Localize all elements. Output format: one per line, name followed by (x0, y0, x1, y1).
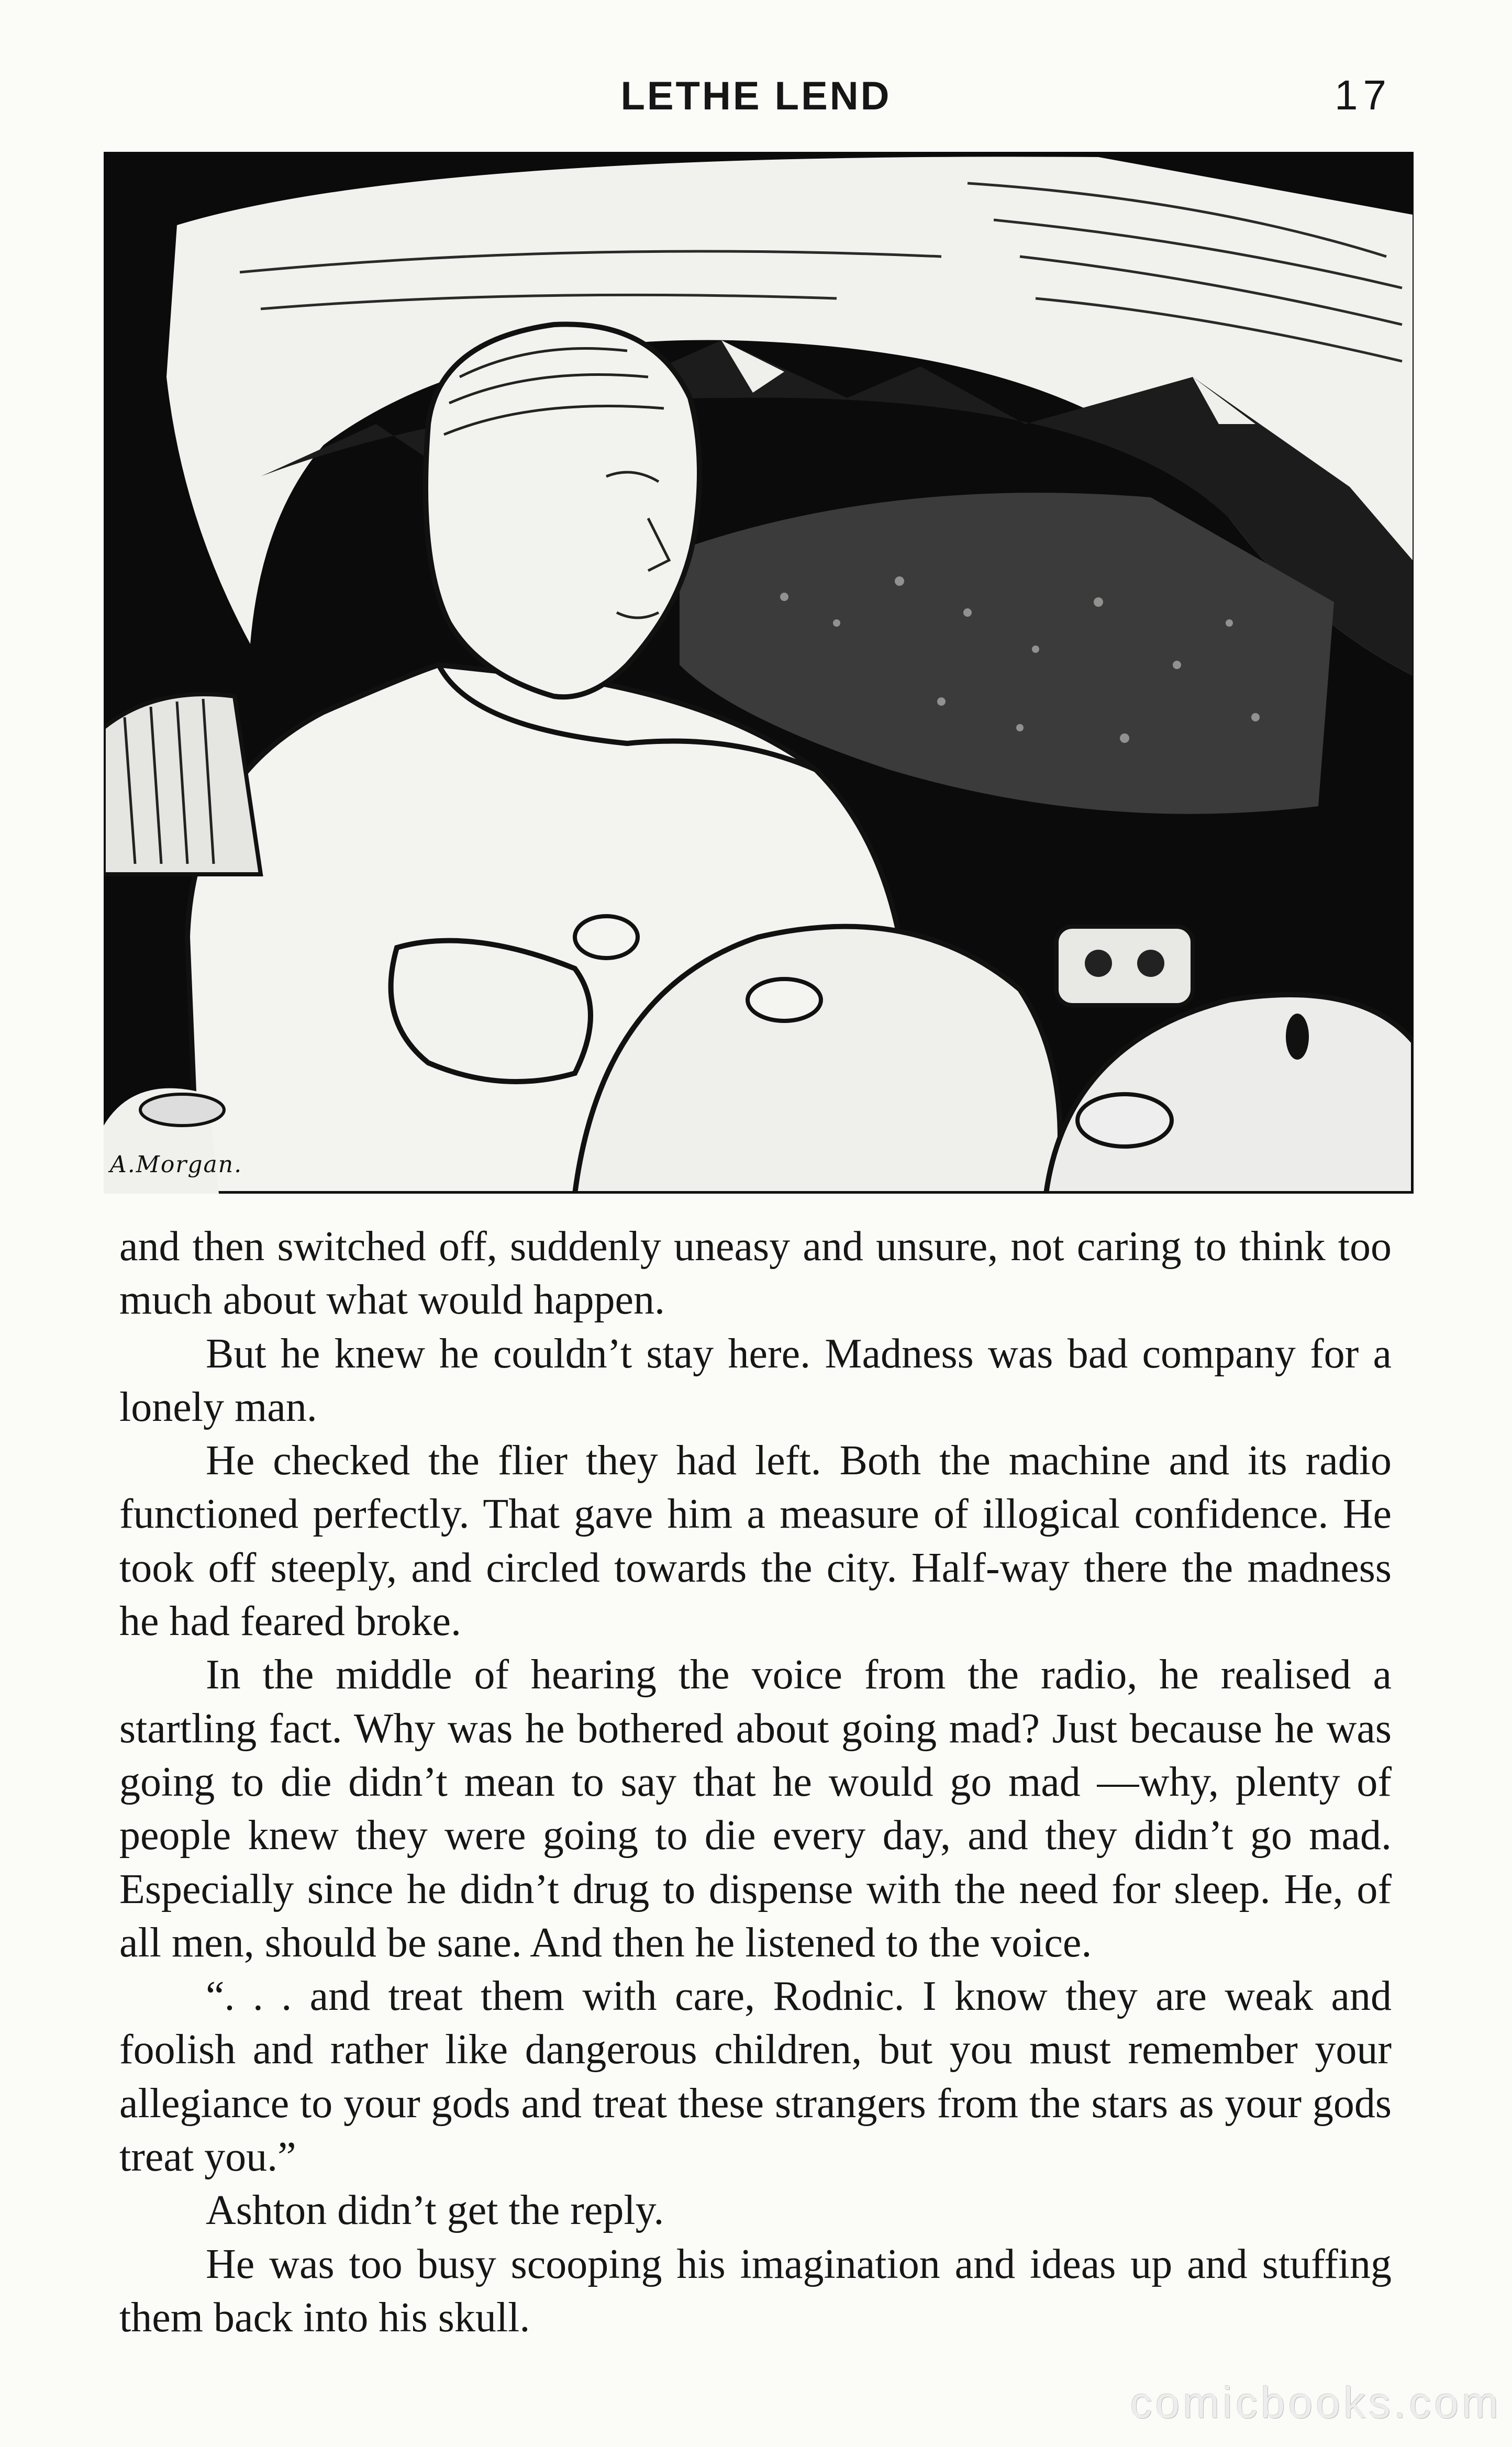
paragraph: But he knew he couldn’t stay here. Madness was bad company for a lonely man. (119, 1330, 1392, 1430)
paragraph: “. . . and treat them with care, Rodnic. I know they are weak and foolish and rather like dangerous children, but you must remember your allegiance to your gods and treat these strangers from the stars as your gods treat you.” (119, 1973, 1392, 2181)
story-illustration (104, 152, 1414, 1194)
paragraph: In the middle of hearing the voice from the radio, he realised a startling fact. Why was he bothered about going mad? Just because he was going to die didn’t mean to say that he would go mad —why, plenty of people knew they were going to die every day, and they didn’t go mad. Especially since he didn’t drug to dispense with the need for sleep. He, of all men, should be sane. And then he listened to the voice. (119, 1652, 1392, 1966)
paragraph: He was too busy scooping his imagination and ideas up and stuffing them back into his skull. (119, 2241, 1392, 2341)
illustration-drawing (104, 152, 1414, 1194)
illustrator-signature: A.Morgan. (110, 1151, 243, 1178)
running-title: LETHE LEND (620, 74, 892, 118)
paragraph: and then switched off, suddenly uneasy and unsure, not caring to think too much about what would happen. (119, 1224, 1392, 1323)
running-head (0, 73, 1512, 131)
paragraph: He checked the flier they had left. Both the machine and its radio functioned perfectly. That gave him a measure of illogical confidence. He took off steeply, and circled towards the city. Half-way there the madness he had feared broke. (119, 1438, 1392, 1645)
source-watermark: comicbooks.com (1130, 2378, 1502, 2427)
story-text (119, 1220, 1392, 2344)
page-number: 17 (1335, 72, 1392, 118)
paragraph: Ashton didn’t get the reply. (206, 2187, 664, 2234)
